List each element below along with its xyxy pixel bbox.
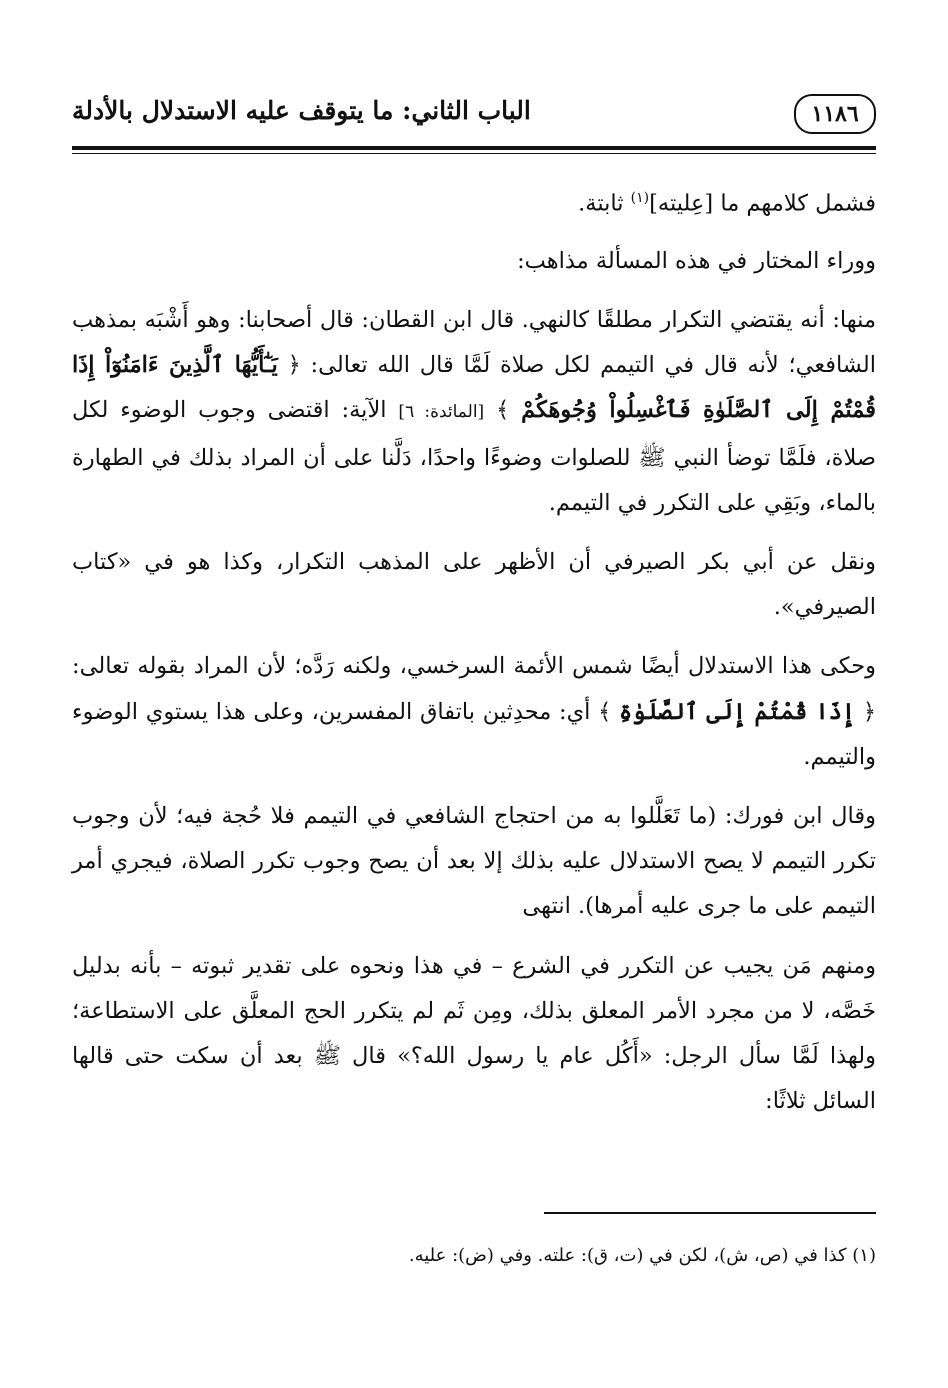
footnote: (١) كذا في (ص، ش)، لكن في (ت، ق): علته. وفي (ض): عليه. [408,1245,876,1266]
running-title: الباب الثاني: ما يتوقف عليه الاستدلال بالأدلة [72,96,531,125]
quran-bracket-open-2: ﴿ [862,698,876,725]
footnote-marker: (١) [630,190,650,206]
paragraph-4: ونقل عن أبي بكر الصيرفي أن الأظهر على المذهب التكرار، وكذا هو في «كتاب الصيرفي». [72,548,876,621]
quran-bracket-close-2: ﴾ [598,698,612,725]
paragraph-1-text: فشمل كلامهم ما [عِليته] [649,190,876,217]
header-rule-thin [72,153,876,154]
footnote-separator [544,1212,876,1214]
paragraph-5-intro: وحكى هذا الاستدلال أيضًا شمس الأئمة السرخسي، ولكنه رَدَّه؛ لأن المراد بقوله تعالى: [72,653,876,680]
quran-bracket-open: ﴿ [287,352,301,379]
paragraph-3-rest: الآية: اقتضى وجوب الوضوء لكل صلاة، فلَمَّا توضأ النبي ﷺ للصلوات وضوءًا واحدًا، دَلَّنا على أن المراد بذلك في الطهارة بالماء، وبَقِي على التكرر في التيمم. [72,397,876,516]
paragraph-2: ووراء المختار في هذه المسألة مذاهب: [517,247,876,274]
header-rule-thick [72,146,876,150]
paragraph-1-end: ثابتة. [578,190,631,217]
paragraph-3-intro: منها: أنه يقتضي التكرار مطلقًا كالنهي. قال ابن القطان: قال أصحابنا: وهو أَشْبَه بمذهب الشافعي؛ لأنه قال في التيمم لكل صلاة لَمَّا قال الله تعالى: [72,306,876,379]
main-text [72,176,876,1138]
paragraph-3 [72,298,876,526]
verse-reference: [المائدة: ٦] [398,402,485,423]
quran-verse-short: إِذَا قُمْتُمْ إِلَى ٱلصَّلَوٰةِ [619,698,856,725]
quran-bracket-close: ﴾ [496,397,510,424]
paragraph-6: وقال ابن فورك: (ما تَعَلَّلوا به من احتجاج الشافعي في التيمم فلا حُجة فيه؛ لأن وجوب تكرر التيمم لا يصح الاستدلال عليه بذلك إلا بعد أن يصح وجوب تكرر الصلاة، فيجري أمر التيمم على ما جرى عليه أمرها). انتهى [72,802,876,920]
page-number: ١١٨٦ [794,94,876,134]
paragraph-7: ومنهم مَن يجيب عن التكرر في الشرع – في هذا ونحوه على تقدير ثبوته – بأنه بدليل خَصَّه، لا من مجرد الأمر المعلق بذلك، ومِن ثَم لم يتكرر الحج المعلَّق على الاستطاعة؛ ولهذا لَمَّا سأل الرجل: «أَكُل عام يا رسول الله؟» قال ﷺ بعد أن سكت حتى قالها السائل ثلاثًا: [72,952,876,1115]
paragraph-5 [72,644,876,780]
quran-verse-al-maida: يَـٰٓأَيُّهَا ٱلَّذِينَ ءَامَنُوٓاْ إِذَا قُمْتُمْ إِلَى ٱلصَّلَوٰةِ فَٱغْسِلُواْ وُجُوهَكُمْ [72,352,876,424]
page-header [72,92,876,148]
paragraph-5-rest: أي: محدِثين باتفاق المفسرين، وعلى هذا يستوي الوضوء والتيمم. [72,698,876,770]
paragraph-1 [72,176,876,227]
